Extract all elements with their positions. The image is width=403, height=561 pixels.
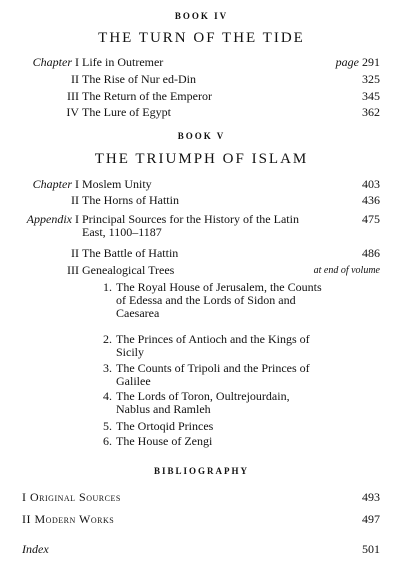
chapter-title: The Rise of Nur ed-Din — [82, 72, 196, 86]
tree-number: 4. — [103, 389, 112, 403]
tree-title: The Royal House of Jerusalem, the Counts of Edessa and the Lords of Sidon and Caesarea — [116, 280, 322, 320]
chapter-label: III — [67, 89, 79, 103]
appendix-label: II — [71, 246, 79, 260]
page-number: 436 — [362, 193, 380, 207]
tree-title: The Counts of Tripoli and the Princes of Galilee — [116, 361, 310, 388]
appendix-label: III — [67, 263, 79, 277]
bibliography-heading: BIBLIOGRAPHY — [153, 466, 249, 476]
appendix-title: Principal Sources for the History of the Latin East, 1100–1187 — [82, 212, 299, 239]
appendix-title: The Battle of Hattin — [82, 246, 179, 260]
book-v-label: BOOK V — [177, 131, 226, 141]
chapter-label: II — [71, 193, 79, 207]
appendix-label: Appendix I — [26, 212, 79, 226]
appendix-title: Genealogical Trees — [82, 263, 175, 277]
tree-number: 1. — [103, 280, 112, 294]
bibliography-title: II Modern Works — [22, 512, 115, 526]
tree-number: 6. — [103, 434, 112, 448]
bibliography-title: I Original Sources — [22, 490, 121, 504]
book-iv-label: BOOK IV — [174, 11, 229, 21]
page-number: 475 — [362, 212, 380, 226]
tree-title: The Ortoqid Princes — [116, 419, 214, 433]
tree-title: The House of Zengi — [116, 434, 213, 448]
tree-number: 2. — [103, 332, 112, 346]
page-number: 325 — [362, 72, 380, 86]
chapter-title: The Return of the Emperor — [82, 89, 212, 103]
chapter-label: Chapter I — [32, 55, 79, 69]
chapter-title: Moslem Unity — [82, 177, 152, 191]
index-label: Index — [22, 542, 49, 556]
tree-number: 3. — [103, 361, 112, 375]
page-number: 345 — [362, 89, 380, 103]
tree-number: 5. — [103, 419, 112, 433]
page-number: 486 — [362, 246, 380, 260]
chapter-label: Chapter I — [32, 177, 79, 191]
chapter-title: The Lure of Egypt — [82, 105, 171, 119]
page-number: 501 — [362, 542, 380, 556]
book-iv-title: THE TURN OF THE TIDE — [98, 30, 305, 46]
chapter-title: The Horns of Hattin — [82, 193, 179, 207]
page-number: page 291 — [335, 55, 380, 69]
page-number: 362 — [362, 105, 380, 119]
tree-title: The Lords of Toron, Oultrejourdain, Nablus and Ramleh — [116, 389, 290, 416]
page-number: at end of volume — [313, 265, 380, 276]
book-v-title: THE TRIUMPH OF ISLAM — [94, 151, 309, 167]
page-number: 497 — [362, 512, 380, 526]
chapter-title: Life in Outremer — [82, 55, 164, 69]
tree-title: The Princes of Antioch and the Kings of Sicily — [116, 332, 310, 359]
chapter-label: II — [71, 72, 79, 86]
chapter-label: IV — [66, 105, 79, 119]
page-number: 403 — [362, 177, 380, 191]
page-number: 493 — [362, 490, 380, 504]
